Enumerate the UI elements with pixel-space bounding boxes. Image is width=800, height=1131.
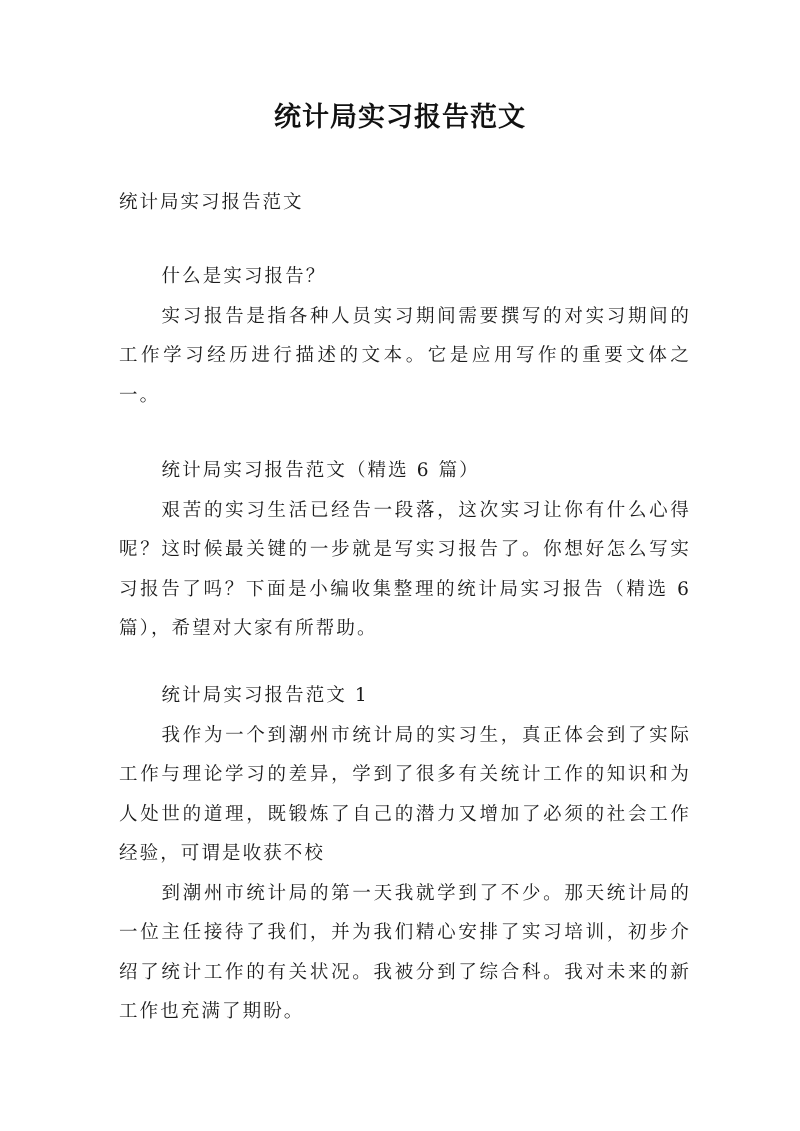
- document-subtitle: 统计局实习报告范文: [119, 192, 304, 213]
- section-question: 什么是实习报告？: [161, 266, 327, 287]
- section-heading: 统计局实习报告范文（精选 6 篇）: [161, 460, 480, 481]
- document-title: 统计局实习报告范文: [274, 102, 526, 133]
- body-paragraph: 我作为一个到潮州市统计局的实习生，真正体会到了实际工作与理论学习的差异，学到了很多有关统计工作的知识和为人处世的道理，既锻炼了自己的潜力又增加了必须的社会工作经验，可谓是收获不校: [119, 724, 691, 864]
- section-what-is-report: [119, 257, 691, 415]
- intro-paragraph: 艰苦的实习生活已经告一段落，这次实习让你有什么心得呢？这时候最关键的一步就是写实习报告了。你想好怎么写实习报告了吗？下面是小编收集整理的统计局实习报告（精选 6 篇），希望对大家有所帮助。: [119, 499, 691, 639]
- body-paragraph: 到潮州市统计局的第一天我就学到了不少。那天统计局的一位主任接待了我们，并为我们精心安排了实习培训，初步介绍了统计工作的有关状况。我被分到了综合科。我对未来的新工作也充满了期盼。: [119, 882, 691, 1022]
- section-answer-paragraph: 实习报告是指各种人员实习期间需要撰写的对实习期间的工作学习经历进行描述的文本。它是应用写作的重要文体之一。: [119, 305, 691, 406]
- section-selected-samples: [119, 451, 691, 649]
- section-sample-1: [119, 676, 691, 1032]
- section-heading: 统计局实习报告范文 1: [161, 685, 369, 706]
